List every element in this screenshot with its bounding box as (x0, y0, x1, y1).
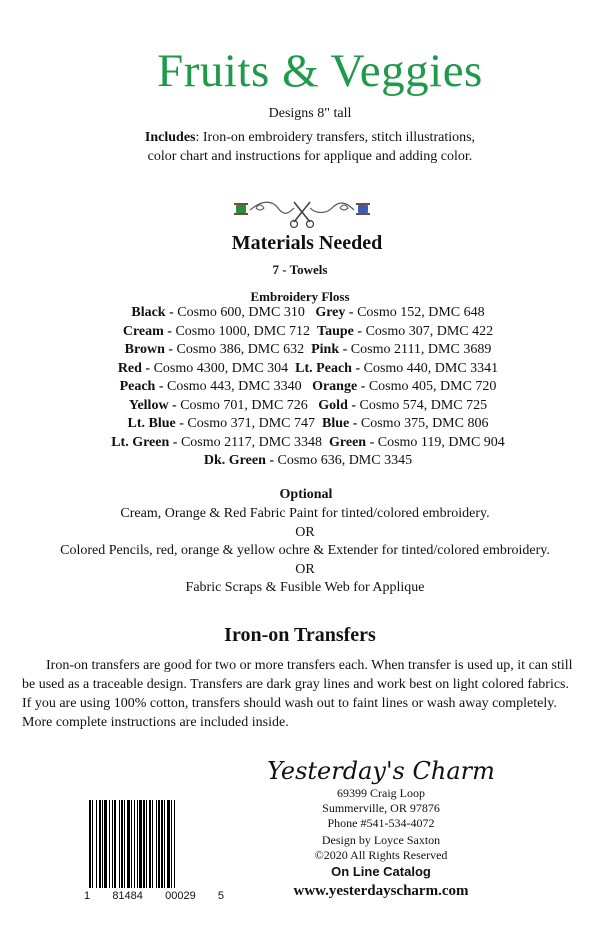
floss-codes: Cosmo 307, DMC 422 (362, 323, 494, 339)
scissors-divider-icon (232, 196, 372, 232)
includes-line-2: color chart and instructions for applique and adding color. (147, 149, 473, 164)
barcode-bar (167, 800, 170, 888)
floss-color-name: Lt. Peach - (295, 360, 361, 376)
floss-color-name: Pink - (311, 342, 348, 357)
optional-line: Colored Pencils, red, orange & yellow ochre & Extender for tinted/colored embroidery. (60, 543, 550, 558)
page-title: Fruits & Veggies (157, 45, 483, 97)
floss-row (0, 452, 600, 471)
includes-line-1: : Iron-on embroidery transfers, stitch illustrations, (195, 130, 476, 145)
floss-codes: Cosmo 2117, DMC 3348 (177, 434, 322, 450)
floss-heading: Embroidery Floss (250, 289, 350, 304)
barcode-bar (156, 800, 157, 888)
floss-color-name: Green - (329, 434, 375, 450)
barcode-bar (131, 800, 132, 888)
barcode-digit-group: 1 (84, 890, 91, 902)
barcode-bar (171, 800, 172, 888)
towels-count: 7 - Towels (272, 262, 328, 277)
floss-color-name: Grey - (315, 305, 354, 320)
floss-color-name: Peach - (119, 379, 164, 394)
barcode-digits (83, 890, 225, 902)
barcode-bar (102, 800, 103, 888)
barcode (83, 800, 225, 896)
barcode-digit-group: 5 (217, 890, 224, 902)
floss-codes: Cosmo 574, DMC 725 (356, 397, 488, 413)
floss-row (0, 360, 600, 379)
floss-codes: Cosmo 440, DMC 3341 (360, 360, 499, 376)
optional-list (0, 505, 600, 598)
publisher-contact (250, 786, 512, 831)
floss-codes: Cosmo 2111, DMC 3689 (347, 342, 492, 357)
iron-on-paragraph (22, 656, 578, 732)
online-catalog-label: On Line Catalog (331, 864, 431, 879)
barcode-bar (99, 800, 101, 888)
floss-list (0, 304, 600, 471)
barcode-bar (149, 800, 151, 888)
barcode-bar (109, 800, 110, 888)
optional-or: OR (295, 524, 315, 540)
barcode-bar (124, 800, 125, 888)
barcode-bar (114, 800, 116, 888)
floss-codes: Cosmo 371, DMC 747 (183, 416, 315, 431)
floss-codes: Cosmo 152, DMC 648 (353, 305, 485, 320)
address-line-2: Summerville, OR 97876 (322, 801, 440, 815)
barcode-digit-group: 81484 (112, 890, 143, 902)
barcode-bar (89, 800, 91, 888)
floss-color-name: Blue - (322, 416, 358, 431)
website-link[interactable]: www.yesterdayscharm.com (293, 883, 469, 899)
floss-color-name: Dk. Green - (203, 453, 275, 468)
floss-row (0, 323, 600, 342)
floss-color-name: Lt. Blue - (127, 416, 184, 431)
floss-color-name: Red - (117, 360, 151, 376)
barcode-bar (137, 800, 138, 888)
designer-credit: Design by Loyce Saxton (321, 833, 441, 847)
iron-on-heading: Iron-on Transfers (224, 624, 376, 646)
floss-row (0, 378, 600, 397)
barcode-bar (164, 800, 165, 888)
floss-row (0, 397, 600, 416)
floss-row (0, 434, 600, 453)
barcode-bar (121, 800, 123, 888)
floss-codes: Cosmo 386, DMC 632 (173, 342, 305, 357)
floss-row (0, 341, 600, 360)
floss-codes: Cosmo 443, DMC 3340 (163, 379, 302, 394)
iron-on-text: Iron-on transfers are good for two or more transfers each. When transfer is used up, it can still be used as a traceable design. Transfers are dark gray lines and work best on light colored fabrics. If you are using 100% cotton, transfers should wash out to faint lines or wash away completely. More complete instructions are included inside. (22, 658, 573, 730)
barcode-bar (143, 800, 145, 888)
floss-codes: Cosmo 405, DMC 720 (365, 379, 497, 394)
materials-heading: Materials Needed (231, 232, 383, 254)
floss-color-name: Orange - (312, 379, 366, 394)
barcode-bar (127, 800, 130, 888)
barcode-bar (158, 800, 160, 888)
floss-row (0, 415, 600, 434)
address-line-1: 69399 Craig Loop (337, 786, 425, 800)
floss-codes: Cosmo 119, DMC 904 (374, 434, 505, 450)
barcode-bar (146, 800, 147, 888)
floss-color-name: Gold - (318, 397, 357, 413)
includes-text (0, 128, 600, 166)
phone-number: Phone #541-534-4072 (327, 816, 435, 830)
barcode-bar (134, 800, 135, 888)
thread-spool-left-icon (234, 203, 248, 215)
includes-label: Includes (144, 130, 196, 145)
barcode-bar (92, 800, 93, 888)
copyright-notice: ©2020 All Rights Reserved (314, 848, 448, 862)
barcode-bar (152, 800, 153, 888)
floss-color-name: Yellow - (128, 397, 177, 413)
optional-line: Fabric Scraps & Fusible Web for Applique (185, 580, 425, 595)
floss-color-name: Taupe - (317, 323, 363, 339)
floss-color-name: Brown - (124, 342, 174, 357)
floss-color-name: Black - (131, 305, 174, 320)
barcode-bar (174, 800, 175, 888)
optional-line: Cream, Orange & Red Fabric Paint for tinted/colored embroidery. (120, 506, 490, 521)
floss-codes: Cosmo 4300, DMC 304 (150, 360, 289, 376)
scissors-icon (291, 202, 314, 228)
barcode-digit-group: 00029 (165, 890, 196, 902)
credits (250, 833, 512, 863)
floss-codes: Cosmo 636, DMC 3345 (274, 453, 413, 468)
floss-color-name: Cream - (122, 323, 172, 339)
floss-codes: Cosmo 375, DMC 806 (357, 416, 489, 431)
barcode-bar (139, 800, 142, 888)
optional-or: OR (295, 561, 315, 577)
barcode-bar (161, 800, 163, 888)
optional-heading: Optional (279, 487, 333, 502)
publisher-logo: Yesterday's Charm (267, 757, 495, 785)
floss-codes: Cosmo 701, DMC 726 (176, 397, 308, 413)
floss-codes: Cosmo 600, DMC 310 (173, 305, 305, 320)
barcode-bar (119, 800, 120, 888)
thread-spool-right-icon (356, 203, 370, 215)
barcode-bar (112, 800, 113, 888)
barcode-bar (104, 800, 107, 888)
floss-row (0, 304, 600, 323)
barcode-bar (96, 800, 97, 888)
floss-codes: Cosmo 1000, DMC 712 (171, 323, 311, 339)
floss-color-name: Lt. Green - (111, 434, 178, 450)
design-size: Designs 8" tall (268, 106, 352, 121)
